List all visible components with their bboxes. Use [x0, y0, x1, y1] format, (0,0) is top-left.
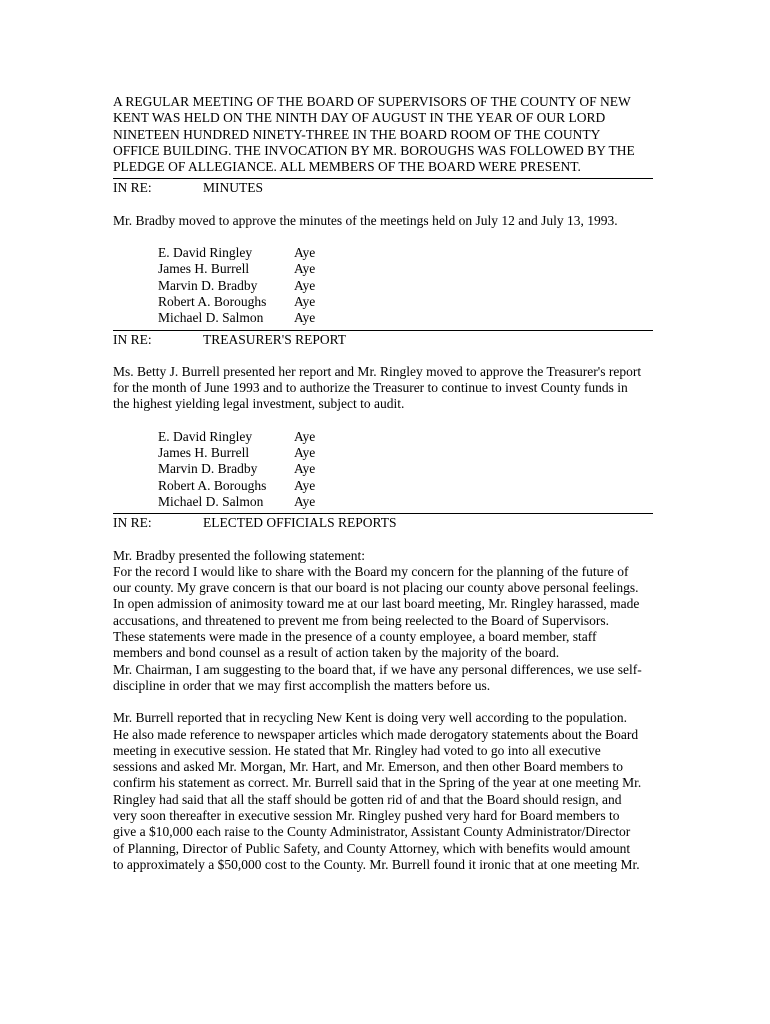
vote-value: Aye — [294, 477, 316, 493]
minutes-motion: Mr. Bradby moved to approve the minutes of the meetings held on July 12 and July 13, 1993. — [113, 212, 618, 228]
treasurer-motion: Ms. Betty J. Burrell presented her report and Mr. Ringley moved to approve the Treasurer's report for the month of June 1993 and to authorize the Treasurer to continue to invest County funds in the highest yielding legal investment, subject to audit. — [113, 363, 642, 412]
voter-name: E. David Ringley — [158, 428, 253, 444]
vote-list-treasurer — [158, 429, 661, 510]
vote-row — [158, 261, 661, 277]
section-heading-minutes — [113, 180, 661, 196]
vote-row — [158, 494, 661, 510]
section-title: MINUTES — [203, 180, 263, 196]
inre-label: IN RE: — [113, 180, 152, 196]
vote-value: Aye — [294, 277, 316, 293]
vote-value: Aye — [294, 261, 316, 277]
vote-row — [158, 461, 661, 477]
vote-value: Aye — [294, 461, 316, 477]
section-title: ELECTED OFFICIALS REPORTS — [203, 515, 397, 531]
section-heading-treasurer — [113, 332, 661, 348]
vote-value: Aye — [294, 493, 316, 509]
vote-value: Aye — [294, 245, 316, 261]
inre-label: IN RE: — [113, 331, 152, 347]
section-heading-elected-officials — [113, 515, 661, 531]
voter-name: James H. Burrell — [158, 445, 250, 461]
vote-row — [158, 310, 661, 326]
bradby-statement: Mr. Bradby presented the following statement: For the record I would like to share with the Board my concern for the planning of the future of our county. My grave concern is that our board is not placing our county above personal feelings. In open admission of animosity toward me at our last board meeting, Mr. Ringley harassed, made accusations, and threatened to prevent me from being reelected to the Board of Supervisors. These statements were made in the presence of a county employee, a board member, staff members and bond counsel as a result of action taken by the majority of the board. Mr. Chairman, I am suggesting to the board that, if we have any personal differences, we use self- discipline in order that we may first accomplish the matters before us. — [113, 547, 642, 693]
voter-name: Marvin D. Bradby — [158, 277, 258, 293]
document-page — [113, 94, 661, 873]
voter-name: Robert A. Boroughs — [158, 477, 267, 493]
meeting-intro: A REGULAR MEETING OF THE BOARD OF SUPERVISORS OF THE COUNTY OF NEW KENT WAS HELD ON THE NINTH DAY OF AUGUST IN THE YEAR OF OUR LORD NINETEEN HUNDRED NINETY-THREE IN THE BOARD ROOM OF THE COUNTY OFFICE BUILDING. THE INVOCATION BY MR. BOROUGHS WAS FOLLOWED BY THE PLEDGE OF ALLEGIANCE. ALL MEMBERS OF THE BOARD WERE PRESENT. — [113, 94, 635, 175]
voter-name: Michael D. Salmon — [158, 493, 264, 509]
vote-row — [158, 429, 661, 445]
vote-value: Aye — [294, 293, 316, 309]
voter-name: E. David Ringley — [158, 245, 253, 261]
voter-name: Michael D. Salmon — [158, 310, 264, 326]
vote-row — [158, 478, 661, 494]
inre-label: IN RE: — [113, 515, 152, 531]
vote-row — [158, 245, 661, 261]
section-divider — [113, 178, 653, 179]
voter-name: Marvin D. Bradby — [158, 461, 258, 477]
voter-name: James H. Burrell — [158, 261, 250, 277]
voter-name: Robert A. Boroughs — [158, 293, 267, 309]
vote-list-minutes — [158, 245, 661, 326]
vote-value: Aye — [294, 310, 316, 326]
vote-row — [158, 294, 661, 310]
vote-row — [158, 278, 661, 294]
section-divider — [113, 513, 653, 514]
section-divider — [113, 330, 653, 331]
vote-row — [158, 445, 661, 461]
vote-value: Aye — [294, 445, 316, 461]
section-title: TREASURER'S REPORT — [203, 331, 347, 347]
vote-value: Aye — [294, 428, 316, 444]
burrell-report: Mr. Burrell reported that in recycling New Kent is doing very well according to the population. He also made reference to newspaper articles which made derogatory statements about the Board meeting in executive session. He stated that Mr. Ringley had voted to go into all executive sessions and asked Mr. Morgan, Mr. Hart, and Mr. Emerson, and then other Board members to confirm his statement as correct. Mr. Burrell said that in the Spring of the year at one meeting Mr. Ringley had said that all the staff should be gotten rid of and that the Board should resign, and very soon thereafter in executive session Mr. Ringley pushed very hard for Board members to give a $10,000 each raise to the County Administrator, Assistant County Administrator/Director of Planning, Director of Public Safety, and County Attorney, which with benefits would amount to approximately a $50,000 cost to the County. Mr. Burrell found it ironic that at one meeting Mr. — [113, 710, 642, 872]
